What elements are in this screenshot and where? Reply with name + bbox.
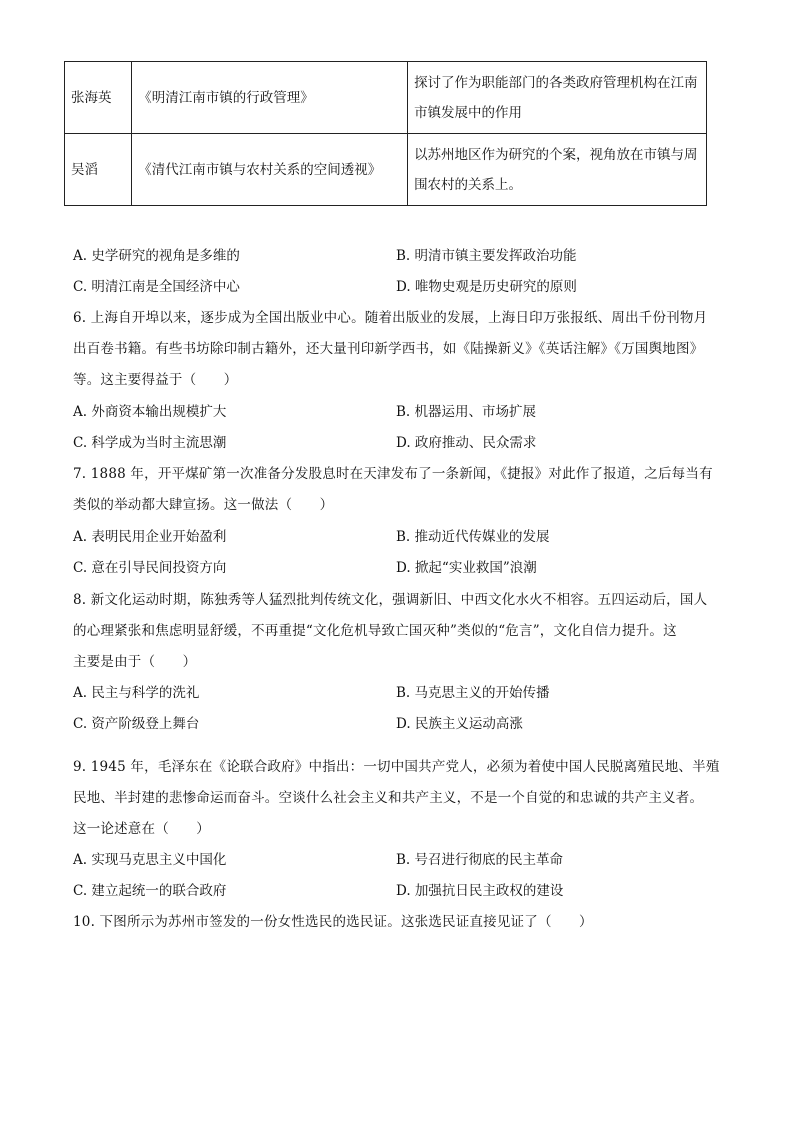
q9-stem-line: 民地、半封建的悲惨命运而奋斗。空谈什么社会主义和共产主义，不是一个自觉的和忠诚的共产主义者。 — [73, 790, 704, 806]
q6-option-c: C. 科学成为当时主流思潮 — [73, 435, 227, 451]
q7-option-d: D. 掀起“实业救国”浪潮 — [396, 560, 537, 576]
q5-option-d: D. 唯物史观是历史研究的原则 — [396, 279, 577, 295]
q9-option-c: C. 建立起统一的联合政府 — [73, 883, 227, 899]
q7-stem-line: 7. 1888 年，开平煤矿第一次准备分发股息时在天津发布了一条新闻，《捷报》对此作了报道，之后每当有 — [73, 466, 713, 482]
q8-stem-line: 的心理紧张和焦虑明显舒缓，不再重提“文化危机导致亡国灭种”类似的“危言”，文化自信力提升。这 — [73, 623, 677, 639]
q6-stem-line: 出百卷书籍。有些书坊除印制古籍外，还大量刊印新学西书，如《陆操新义》《英话注解》《万国舆地图》 — [73, 341, 704, 357]
q9-option-b: B. 号召进行彻底的民主革命 — [396, 852, 564, 868]
q9-stem-line: 9. 1945 年，毛泽东在《论联合政府》中指出：一切中国共产党人，必须为着使中国人民脱离殖民地、半殖 — [73, 759, 720, 775]
table-row — [65, 134, 707, 206]
table-row — [65, 62, 707, 134]
q8-option-a: A. 民主与科学的洗礼 — [73, 685, 200, 701]
q8-option-c: C. 资产阶级登上舞台 — [73, 716, 200, 732]
q5-option-c: C. 明清江南是全国经济中心 — [73, 279, 240, 295]
q8-option-d: D. 民族主义运动高涨 — [396, 716, 523, 732]
q8-option-b: B. 马克思主义的开始传播 — [396, 685, 550, 701]
q8-stem-line: 8. 新文化运动时期，陈独秀等人猛烈批判传统文化，强调新旧、中西文化水火不相容。五四运动后，国人 — [73, 592, 708, 608]
q9-option-a: A. 实现马克思主义中国化 — [73, 852, 227, 868]
q6-stem-line: 6. 上海自开埠以来，逐步成为全国出版业中心。随着出版业的发展，上海日印万张报纸、周出千份刊物月 — [73, 310, 708, 326]
description-cell: 探讨了作为职能部门的各类政府管理机构在江南市镇发展中的作用 — [408, 62, 707, 134]
author-cell: 张海英 — [65, 62, 132, 134]
q6-stem-line: 等。这主要得益于（ ） — [73, 372, 238, 388]
description-cell: 以苏州地区作为研究的个案，视角放在市镇与周围农村的关系上。 — [408, 134, 707, 206]
q7-stem-line: 类似的举动都大肆宣扬。这一做法（ ） — [73, 497, 334, 513]
q7-option-b: B. 推动近代传媒业的发展 — [396, 529, 550, 545]
research-table — [64, 61, 707, 206]
q9-option-d: D. 加强抗日民主政权的建设 — [396, 883, 564, 899]
q7-option-c: C. 意在引导民间投资方向 — [73, 560, 227, 576]
q6-option-a: A. 外商资本输出规模扩大 — [73, 404, 227, 420]
q10-stem-line: 10. 下图所示为苏州市签发的一份女性选民的选民证。这张选民证直接见证了（ ） — [73, 914, 593, 930]
q9-stem-line: 这一论述意在（ ） — [73, 821, 210, 837]
work-title-cell: 《清代江南市镇与农村关系的空间透视》 — [132, 134, 408, 206]
q6-option-b: B. 机器运用、市场扩展 — [396, 404, 537, 420]
q7-option-a: A. 表明民用企业开始盈利 — [73, 529, 227, 545]
q5-option-b: B. 明清市镇主要发挥政治功能 — [396, 248, 577, 264]
q6-option-d: D. 政府推动、民众需求 — [396, 435, 537, 451]
q8-stem-line: 主要是由于（ ） — [73, 654, 197, 670]
q5-option-a: A. 史学研究的视角是多维的 — [73, 248, 240, 264]
author-cell: 吴滔 — [65, 134, 132, 206]
work-title-cell: 《明清江南市镇的行政管理》 — [132, 62, 408, 134]
